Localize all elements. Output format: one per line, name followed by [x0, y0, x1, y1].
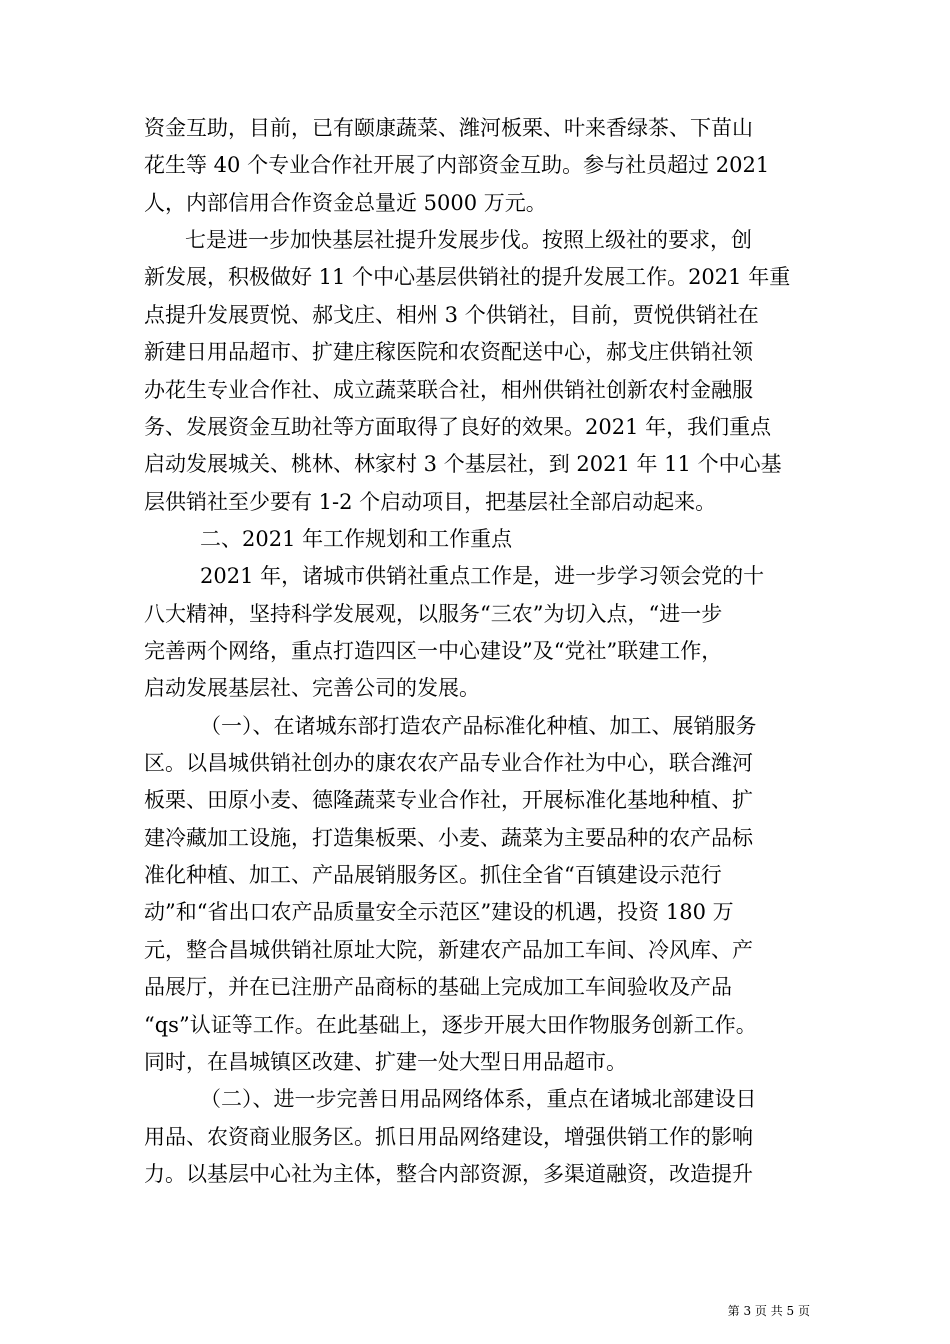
text-line: 动”和“省出口农产品质量安全示范区”建设的机遇，投资 180 万 — [144, 900, 734, 924]
text-line: 板栗、田原小麦、德隆蔬菜专业合作社，开展标准化基地种植、扩 — [144, 788, 753, 812]
text-line: 2021 年，诸城市供销社重点工作是，进一步学习领会党的十 — [200, 564, 765, 588]
text-line: 人，内部信用合作资金总量近 5000 万元。 — [144, 191, 547, 215]
text-line: 新发展，积极做好 11 个中心基层供销社的提升发展工作。2021 年重 — [144, 265, 791, 289]
section-heading: 二、2021 年工作规划和工作重点 — [200, 527, 513, 551]
text-line: 准化种植、加工、产品展销服务区。抓住全省“百镇建设示范行 — [144, 863, 722, 887]
text-line: 花生等 40 个专业合作社开展了内部资金互助。参与社员超过 2021 — [144, 153, 770, 177]
page-number: 第 3 页 共 5 页 — [727, 1304, 810, 1318]
text-line: 务、发展资金互助社等方面取得了良好的效果。2021 年，我们重点 — [144, 415, 772, 439]
text-line: 七是进一步加快基层社提升发展步伐。按照上级社的要求，创 — [185, 228, 752, 252]
text-line: 启动发展基层社、完善公司的发展。 — [144, 676, 480, 700]
text-line: “qs”认证等工作。在此基础上，逐步开展大田作物服务创新工作。 — [144, 1013, 757, 1037]
text-line: 区。以昌城供销社创办的康农农产品专业合作社为中心，联合潍河 — [144, 751, 753, 775]
text-line: 完善两个网络，重点打造四区一中心建设”及“党社”联建工作， — [144, 639, 723, 663]
text-line: 品展厅，并在已注册产品商标的基础上完成加工车间验收及产品 — [144, 975, 732, 999]
text-line: 资金互助，目前，已有颐康蔬菜、潍河板栗、叶来香绿茶、下苗山 — [144, 116, 753, 140]
text-line: 元，整合昌城供销社原址大院，新建农产品加工车间、冷风库、产 — [144, 938, 753, 962]
text-line: 建冷藏加工设施，打造集板栗、小麦、蔬菜为主要品种的农产品标 — [144, 826, 753, 850]
text-line: 用品、农资商业服务区。抓日用品网络建设，增强供销工作的影响 — [144, 1125, 753, 1149]
text-line: （一）、在诸城东部打造农产品标准化种植、加工、展销服务 — [200, 714, 757, 738]
text-line: 办花生专业合作社、成立蔬菜联合社，相州供销社创新农村金融服 — [144, 378, 753, 402]
text-line: 启动发展城关、桃林、林家村 3 个基层社，到 2021 年 11 个中心基 — [144, 452, 782, 476]
text-line: 力。以基层中心社为主体，整合内部资源，多渠道融资，改造提升 — [144, 1162, 753, 1186]
text-line: 同时，在昌城镇区改建、扩建一处大型日用品超市。 — [144, 1050, 627, 1074]
text-line: 点提升发展贾悦、郝戈庄、相州 3 个供销社，目前，贾悦供销社在 — [144, 303, 759, 327]
text-line: 层供销社至少要有 1-2 个启动项目，把基层社全部启动起来。 — [144, 490, 717, 514]
text-line: 八大精神，坚持科学发展观，以服务“三农”为切入点，“进一步 — [144, 602, 723, 626]
text-line: 新建日用品超市、扩建庄稼医院和农资配送中心，郝戈庄供销社领 — [144, 340, 753, 364]
text-line: （二）、进一步完善日用品网络体系，重点在诸城北部建设日 — [200, 1087, 757, 1111]
